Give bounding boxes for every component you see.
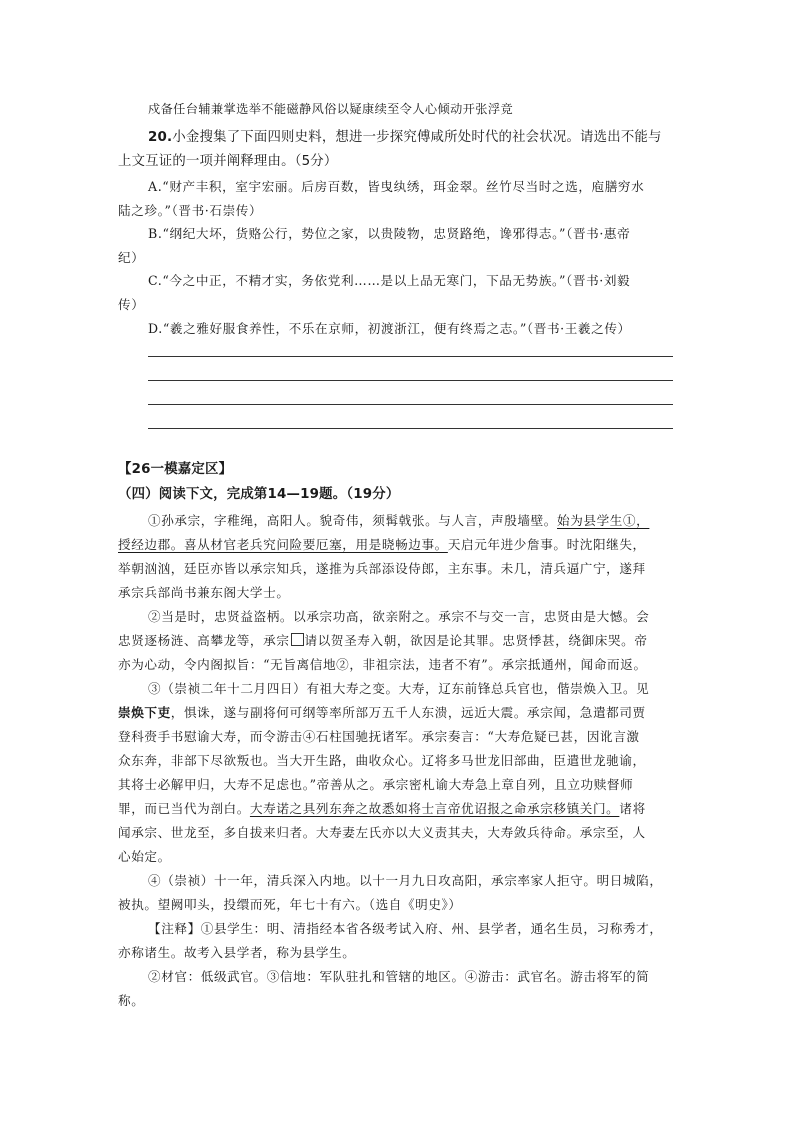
passage-p2-line1: ②当是时，忠贤益盗柄。以承宗功高，欲亲附之。承宗不与交一言，忠贤由是大憾。会 [148,609,650,624]
blank-box[interactable] [291,633,304,646]
emphasized-phrase: 崇焕下吏 [118,705,171,720]
passage-p3-line5: 其将士必解甲归，大寿不足虑也。”帝善从之。承宗密札谕大寿急上章自列，且立功赎督师 [118,777,634,792]
note-1-line1: 【注释】①县学生：明、清指经本省各级考试入府、州、县学者，通名生员，习称秀才， [148,921,663,936]
underlined-sentence: 始为县学生①， [557,513,650,528]
passage-p1-line3: 举朝汹汹，廷臣亦皆以承宗知兵，遂推为兵部添设侍郎，主东事。未几，清兵逼广宁，遂拜 [118,561,646,576]
option-c-line1: C.“今之中正，不精才实，务依党利……是以上品无寒门，下品无势族。”（晋书·刘毅 [148,273,631,288]
answer-line-4[interactable] [148,428,673,429]
passage-p4-line2: 被执。望阙叩头，投缳而死，年七十有六。（选自《明史》） [118,897,462,912]
answer-line-3[interactable] [148,404,673,405]
question-20-stem-line2: 上文互证的一项并阐释理由。（5分） [118,154,338,169]
option-a-line1: A.“财产丰积，室宇宏丽。后房百数，皆曳纨绣，珥金翠。丝竹尽当时之选，庖膳穷水 [148,179,645,194]
section-source: 【26一模嘉定区】 [118,462,233,477]
option-c-line2: 传） [118,297,145,312]
note-2-line2: 称。 [118,993,145,1008]
note-2-line1: ②材官：低级武官。③信地：军队驻扎和管辖的地区。④游击：武官名。游击将军的简 [148,969,650,984]
passage-p1-line4: 承宗兵部尚书兼东阁大学士。 [118,585,290,600]
option-d-line1: D.“羲之雅好服食养性，不乐在京师，初渡浙江，便有终焉之志。”（晋书·王羲之传） [148,321,631,336]
underlined-sentence: 授经边郡。喜从材官老兵究问险要厄塞，用是晓畅边事。 [118,537,448,552]
option-a-line2: 陆之珍。”（晋书·石崇传） [118,203,263,218]
answer-line-2[interactable] [148,380,673,381]
passage-p2-line2: 忠贤逐杨涟、高攀龙等，承宗 请以贺圣寿入朝，欲因是论其罪。忠贤悸甚，绕御床哭。帝 [118,633,648,648]
passage-p3-line3: 登科赍手书慰谕大寿，而令游击④石柱国驰抚诸军。承宗奏言：“大寿危疑已甚，因讹言激 [118,729,640,744]
note-1-line2: 亦称诸生。故考入县学者，称为县学生。 [118,945,356,960]
question-number: 20. [148,130,173,145]
passage-p1-line2: 授经边郡。喜从材官老兵究问险要厄塞，用是晓畅边事。天启元年进少詹事。时沈阳继失， [118,537,646,552]
question-20-stem-line1: 20.小金搜集了下面四则史料，想进一步探究傅咸所处时代的社会状况。请选出不能与 [148,130,662,145]
option-b-line2: 纪） [118,250,145,265]
passage-p3-line6: 罪，而已当代为剖白。大寿诺之具列东奔之故悉如将士言帝优诏报之命承宗移镇关门。诸将 [118,801,646,816]
passage-p3-line1: ③（崇祯二年十二月四日）有祖大寿之变。大寿，辽东前锋总兵官也，偕崇焕入卫。见 [148,681,650,696]
underlined-sentence: 大寿诺之具列东奔之故悉如将士言帝优诏报之命承宗移镇关门。 [249,801,620,816]
passage-p3-line2: 崇焕下吏，惧诛，遂与副将何可纲等率所部万五千人东溃，远近大震。承宗闻，急遣都司贾 [118,705,646,720]
answer-line-1[interactable] [148,356,673,357]
passage-p2-line3: 亦为心动，令内阁拟旨：“无旨离信地②，非祖宗法，违者不宥”。承宗抵通州，闻命而返。 [118,657,647,672]
option-b-line1: B.“纲纪大坏，货赂公行，势位之家，以贵陵物，忠贤路绝，谗邪得志。”（晋书·惠帝 [148,226,631,241]
passage-p4-line1: ④（崇祯）十一年，清兵深入内地。以十一月九日攻高阳，承宗率家人拒守。明日城陷， [148,873,663,888]
passage-p3-line4: 众东奔，非部下尽欲叛也。当大开生路，曲收众心。辽将多马世龙旧部曲，臣遣世龙驰谕， [118,753,646,768]
top-text-fragment: 戍备任台辅兼掌选举不能磁静风俗以疑康续至令人心倾动开张浮竞 [148,102,514,116]
passage-p3-line8: 心始定。 [118,849,171,864]
passage-p1-line1: ①孙承宗，字稚绳，高阳人。貌奇伟，须髯戟张。与人言，声殷墙壁。始为县学生①， [148,513,650,528]
passage-p3-line7: 闻承宗、世龙至，多自拔来归者。大寿妻左氏亦以大义责其夫，大寿敛兵待命。承宗至，人 [118,825,646,840]
section-title: （四）阅读下文，完成第14—19题。（19分） [118,487,400,502]
